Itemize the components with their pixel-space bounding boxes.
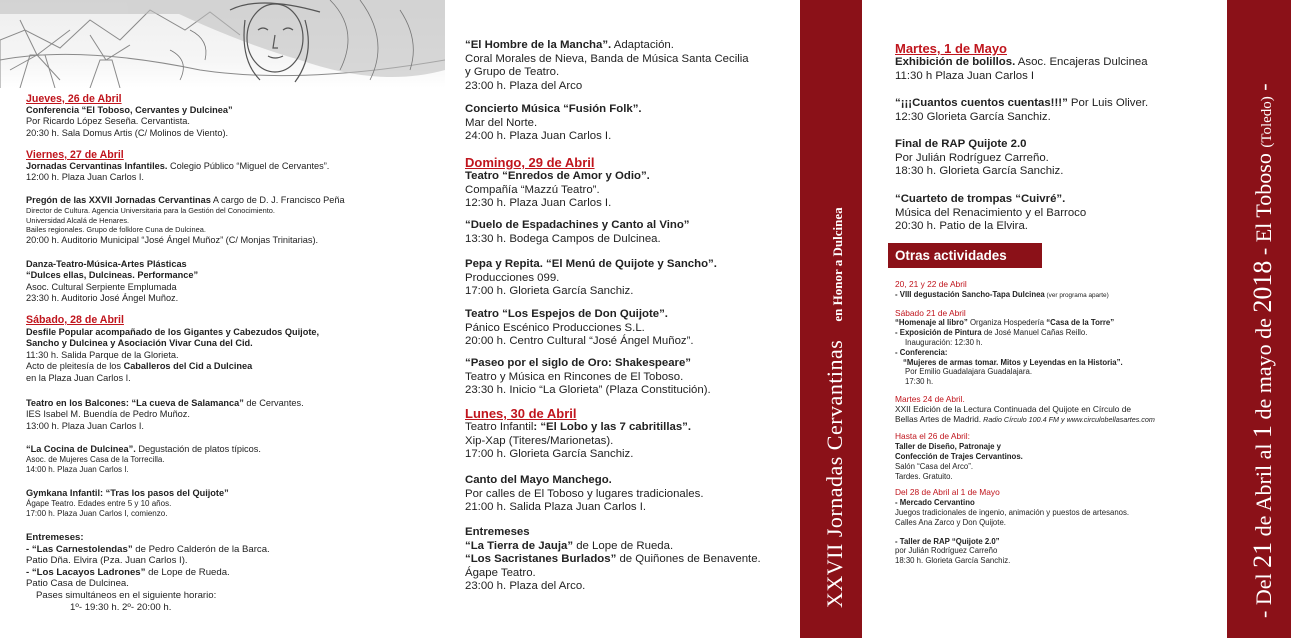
event-title: “Paseo por el siglo de Oro: Shakespeare” (465, 357, 691, 369)
event-detail: XXII Edición de la Lectura Continuada del Quijote en Círculo de (895, 403, 1132, 414)
event-detail: Teatro y Música en Rincones de El Toboso. (465, 370, 684, 383)
event-time: 1º- 19:30 h. 2º- 20:00 h. (70, 601, 172, 613)
windmill-and-dulcinea-illustration (0, 0, 445, 88)
event-detail: Asoc. de Mujeres Casa de la Torrecilla. (26, 455, 165, 465)
event-title: “Duelo de Espadachines y Canto al Vino” (465, 219, 690, 231)
list-item: “Los Sacristanes Burlados” de Quiñones de Benavente. (465, 553, 761, 566)
event-jueves (26, 93, 441, 139)
event-time: 18:30 h. Glorieta García Sanchiz. (895, 165, 1064, 178)
event-detail: Coral Morales de Nieva, Banda de Música Santa Cecilia (465, 52, 749, 65)
event-title: Teatro en los Balcones: “La cueva de Salamanca” de Cervantes. (26, 398, 304, 408)
event-duelo (465, 219, 796, 246)
event-espejos (465, 308, 796, 349)
event-time: 23:00 h. Plaza del Arco (465, 79, 583, 92)
event-danza (26, 259, 441, 305)
event-time: 12:00 h. Plaza Juan Carlos I. (26, 172, 144, 183)
event-time: 13:30 h. Bodega Campos de Dulcinea. (465, 232, 661, 245)
event-title: Final de RAP Quijote 2.0 (895, 138, 1027, 150)
event-pepa (465, 258, 796, 299)
event-cocina (26, 444, 441, 475)
event-title: “Cuarteto de trompas “Cuivré”. (895, 193, 1066, 205)
event-time: 23:30 h. Inicio “La Glorieta” (Plaza Constitución). (465, 384, 711, 397)
event-time: 17:00 h. Plaza Juan Carlos I, comienzo. (26, 509, 168, 519)
event-title: Confección de Trajes Cervantinos. (895, 451, 1023, 461)
event-viernes (26, 149, 441, 184)
event-detail: por Julián Rodríguez Carreño (895, 546, 998, 556)
event-detail: Por calles de El Toboso y lugares tradicionales. (465, 487, 704, 500)
otras-actividades-banner: Otras actividades (888, 243, 1042, 268)
event-detail: Acto de pleitesía de los Caballeros del Cid a Dulcinea (26, 361, 253, 372)
event-title: “Dulces ellas, Dulcineas. Performance” (26, 270, 199, 281)
event-time: 20:00 h. Auditorio Municipal “José Ángel Muñoz” (C/ Monjas Trinitarias). (26, 234, 319, 245)
date-heading: 20, 21 y 22 de Abril (895, 279, 967, 289)
event-entremeses (26, 532, 441, 613)
event-title: Teatro Infantil: “El Lobo y las 7 cabritillas”. (465, 421, 692, 433)
event-mayo (465, 474, 796, 515)
date-range-title: - Del 21 de Abril al 1 de mayo de 2018 - El Toboso (Toledo) - (1248, 83, 1277, 618)
event-time: 11:30 h. Salida Parque de la Glorieta. (26, 349, 179, 360)
event-detail: Compañía “Mazzú Teatro”. (465, 183, 600, 196)
event-title: Teatro “Enredos de Amor y Odio”. (465, 170, 650, 182)
event-time: 23:30 h. Auditorio José Ángel Muñoz. (26, 293, 179, 304)
event-title: Gymkana Infantil: “Tras los pasos del Quijote” (26, 488, 229, 498)
event-hombre (465, 39, 796, 93)
section-heading: Entremeses (465, 526, 530, 538)
event-detail: Patio Dña. Elvira (Pza. Juan Carlos I). (26, 555, 188, 567)
date-heading: Del 28 de Abril al 1 de Mayo (895, 487, 1000, 498)
event-detail: Patio Casa de Dulcinea. (26, 578, 129, 590)
event-title: “Mujeres de armas tomar. Mitos y Leyendas en la Historia”. (903, 357, 1123, 367)
event-detail: Juegos tradicionales de ingenio, animación y puestos de artesanos. (895, 507, 1130, 517)
event-detail: Mar del Norte. (465, 116, 538, 129)
event-title: - Taller de RAP “Quijote 2.0” (895, 536, 1000, 546)
event-paseo (465, 357, 796, 398)
event-detail: Pases simultáneos en el siguiente horario: (36, 589, 217, 601)
event-sabado (26, 314, 441, 384)
event-time: 24:00 h. Plaza Juan Carlos I. (465, 130, 612, 143)
event-title: Jornadas Cervantinas Infantiles. Colegio Público “Miguel de Cervantes”. (26, 161, 330, 171)
event-detail: Xip-Xap (Titeres/Marionetas). (465, 434, 614, 447)
event-time: 13:00 h. Plaza Juan Carlos I. (26, 420, 144, 431)
day-heading: Martes, 1 de Mayo (895, 41, 1007, 56)
day-heading: Lunes, 30 de Abril (465, 406, 577, 421)
event-title: Pepa y Repita. “El Menú de Quijote y Sancho”. (465, 258, 717, 270)
section-heading: Entremeses: (26, 532, 84, 543)
event-title: - Mercado Cervantino (895, 498, 975, 508)
event-time: 17:00 h. Glorieta García Sanchiz. (465, 448, 634, 461)
event-title: Canto del Mayo Manchego. (465, 474, 612, 486)
list-item: “Homenaje al libro” Organiza Hospedería “Casa de la Torre” (895, 318, 1115, 328)
event-detail: Producciones 099. (465, 271, 560, 284)
event-detail: IES Isabel M. Buendía de Pedro Muñoz. (26, 409, 190, 420)
event-detail: Tardes. Gratuito. (895, 471, 953, 481)
event-time: 14:00 h. Plaza Juan Carlos I. (26, 465, 129, 475)
event-detail: Bailes regionales. Grupo de folklore Cuna de Dulcinea. (26, 225, 206, 235)
list-item: “La Tierra de Jauja” de Lope de Rueda. (465, 539, 674, 552)
list-item: - Exposición de Pintura de José Manuel Cañas Reillo. (895, 328, 1088, 338)
event-time: 21:00 h. Salida Plaza Juan Carlos I. (465, 501, 647, 514)
event-detail: Bellas Artes de Madrid. Radio Círculo 100.4 FM y www.circulobellasartes.com (895, 413, 1155, 424)
event-time: 12:30 Glorieta García Sanchiz. (895, 110, 1051, 123)
event-detail: Universidad Alcalá de Henares. (26, 215, 130, 225)
jornadas-subtitle: en Honor a Dulcinea (830, 207, 845, 322)
event-detail: Por Julián Rodríguez Carreño. (895, 151, 1049, 164)
date-heading: Sábado 21 de Abril (895, 307, 966, 318)
event-rap (895, 138, 1223, 179)
date-heading: Hasta el 26 de Abril: (895, 431, 970, 442)
event-title: Sancho y Dulcinea y Asociación Vivar Cuna del Cid. (26, 338, 253, 349)
event-time: 20:30 h. Patio de la Elvira. (895, 220, 1028, 233)
column-1 (0, 0, 445, 638)
event-title: Teatro “Los Espejos de Don Quijote”. (465, 308, 668, 320)
event-title: Concierto Música “Fusión Folk”. (465, 103, 642, 115)
jornadas-title (822, 207, 848, 608)
jornadas-title-text: XXVII Jornadas Cervantinas (822, 339, 847, 608)
header-artwork (0, 0, 445, 88)
event-title: Danza-Teatro-Música-Artes Plásticas (26, 259, 187, 269)
event-pregon (26, 195, 441, 246)
event-folk (465, 103, 796, 144)
event-title: Exhibición de bolillos. Asoc. Encajeras Dulcinea (895, 56, 1148, 68)
event-entremeses-2 (465, 526, 796, 594)
day-heading: Viernes, 27 de Abril (26, 149, 124, 161)
list-item: - “Las Carnestolendas” de Pedro Calderón de la Barca. (26, 543, 270, 555)
event-detail: Asoc. Cultural Serpiente Emplumada (26, 281, 177, 292)
event-time: Inauguración: 12:30 h. (905, 337, 983, 347)
event-title: “El Hombre de la Mancha”. Adaptación. (465, 39, 674, 51)
list-item: - VIII degustación Sancho-Tapa Dulcinea (ver programa aparte) (895, 289, 1109, 299)
day-heading: Domingo, 29 de Abril (465, 155, 595, 170)
event-gymkana (26, 488, 441, 519)
event-detail: y Grupo de Teatro. (465, 66, 560, 79)
event-time: 17:00 h. Glorieta García Sanchiz. (465, 285, 634, 298)
event-title: Conferencia “El Toboso, Cervantes y Dulcinea” (26, 105, 233, 115)
event-detail: Salón “Casa del Arco”. (895, 461, 974, 471)
event-detail: Ágape Teatro. Edades entre 5 y 10 años. (26, 499, 172, 509)
event-detail: Pánico Escénico Producciones S.L. (465, 321, 645, 334)
event-title: Desfile Popular acompañado de los Gigantes y Cabezudos Quijote, (26, 327, 320, 337)
event-detail: Ágape Teatro. (465, 566, 536, 579)
event-cuarteto (895, 193, 1223, 234)
day-heading: Jueves, 26 de Abril (26, 93, 122, 105)
date-heading: Martes 24 de Abril. (895, 393, 965, 404)
list-item: - “Los Lacayos Ladrones” de Lope de Rueda. (26, 566, 230, 578)
event-title: “La Cocina de Dulcinea”. Degustación de platos típicos. (26, 444, 261, 454)
event-time: 11:30 h Plaza Juan Carlos I (895, 69, 1035, 82)
column-2 (445, 0, 800, 638)
event-domingo (465, 155, 796, 211)
event-detail: Calles Ana Zarco y Don Quijote. (895, 517, 1006, 527)
event-time: 18:30 h. Glorieta García Sanchiz. (895, 556, 1011, 566)
event-time: 12:30 h. Plaza Juan Carlos I. (465, 197, 612, 210)
event-detail: en la Plaza Juan Carlos I. (26, 372, 131, 383)
event-title: Pregón de las XXVII Jornadas Cervantinas A cargo de D. J. Francisco Peña (26, 195, 345, 205)
event-title: Taller de Diseño, Patronaje y (895, 442, 1002, 452)
otras-list (895, 280, 1223, 566)
event-detail: Director de Cultura. Agencia Universitaria para la Gestión del Conocimiento. (26, 206, 275, 216)
event-title: “¡¡¡Cuantos cuentos cuentas!!!” Por Luis Oliver. (895, 97, 1149, 109)
list-item: - Conferencia: (895, 347, 948, 357)
event-detail: Por Ricardo López Seseña. Cervantista. (26, 116, 190, 127)
day-heading: Sábado, 28 de Abril (26, 314, 124, 326)
event-time: 23:00 h. Plaza del Arco. (465, 580, 586, 593)
event-martes (895, 41, 1223, 83)
event-time: 20:00 h. Centro Cultural “José Ángel Muñoz”. (465, 335, 694, 348)
event-time: 17:30 h. (905, 377, 934, 387)
event-detail: Por Emilio Guadalajara Guadalajara. (905, 367, 1032, 377)
event-lunes (465, 406, 796, 462)
event-detail: Música del Renacimiento y el Barroco (895, 206, 1087, 219)
event-cuentos (895, 97, 1223, 124)
event-balcones (26, 398, 441, 432)
column-4 (862, 0, 1227, 638)
event-time: 20:30 h. Sala Domus Artis (C/ Molinos de Viento). (26, 127, 229, 138)
